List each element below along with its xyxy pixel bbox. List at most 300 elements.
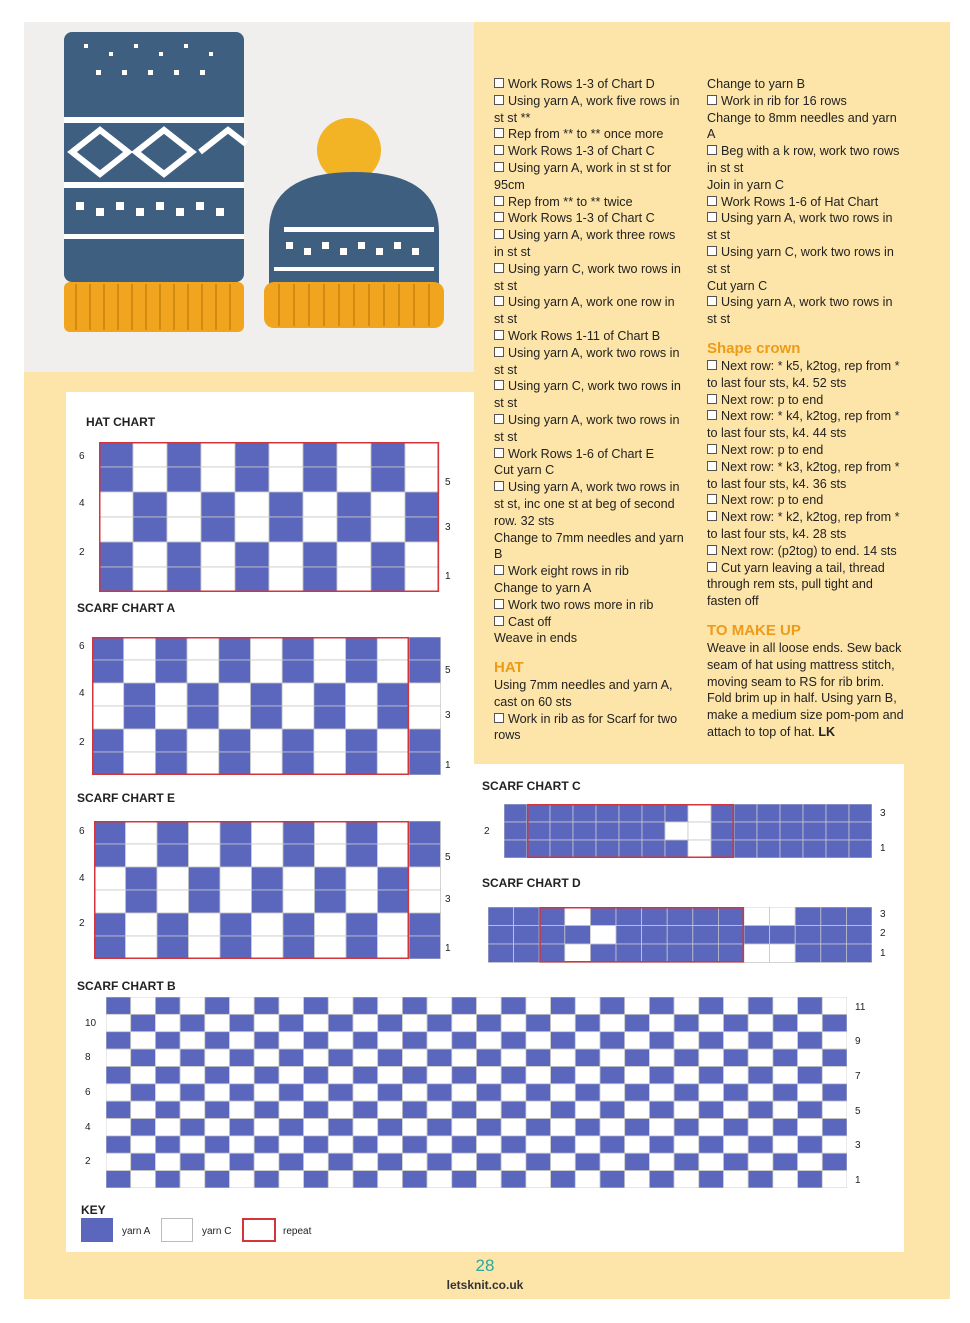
stitch-cell (642, 804, 665, 822)
checklist-item (707, 392, 905, 409)
stitch-cell (600, 1171, 625, 1188)
stitch-cell (699, 1014, 724, 1031)
stitch-cell (625, 1153, 650, 1170)
stitch-cell (724, 1066, 749, 1083)
stitch-cell (649, 1049, 674, 1066)
checklist-item (707, 358, 905, 392)
stitch-cell (106, 1171, 131, 1188)
stitch-cell (106, 1101, 131, 1118)
stitch-cell (551, 1136, 576, 1153)
checkbox-icon[interactable] (707, 494, 717, 504)
stitch-cell (822, 1153, 847, 1170)
stitch-cell (371, 542, 405, 567)
stitch-cell (798, 1014, 823, 1031)
stitch-cell (346, 890, 378, 913)
stitch-cell (254, 997, 279, 1014)
stitch-cell (780, 840, 803, 858)
stitch-cell (405, 542, 439, 567)
stitch-cell (699, 1032, 724, 1049)
stitch-cell (744, 926, 770, 945)
stitch-cell (427, 1101, 452, 1118)
stitch-cell (230, 1032, 255, 1049)
stitch-cell (180, 1119, 205, 1136)
stitch-cell (501, 1032, 526, 1049)
stitch-cell (600, 1014, 625, 1031)
stitch-cell (94, 867, 126, 890)
stitch-cell (92, 660, 124, 683)
stitch-cell (230, 1119, 255, 1136)
checkbox-icon[interactable] (707, 296, 717, 306)
stitch-cell (724, 1136, 749, 1153)
stitch-cell (106, 1136, 131, 1153)
stitch-cell (328, 1084, 353, 1101)
stitch-cell (575, 1032, 600, 1049)
stitch-cell (798, 1136, 823, 1153)
row-number: 1 (445, 943, 451, 954)
stitch-cell (822, 997, 847, 1014)
stitch-cell (488, 944, 514, 963)
stitch-cell (402, 1101, 427, 1118)
stitch-cell (251, 637, 283, 660)
stitch-cell (254, 1119, 279, 1136)
stitch-cell (501, 1119, 526, 1136)
stitch-cell (674, 1171, 699, 1188)
stitch-cell (551, 1049, 576, 1066)
stitch-cell (167, 517, 201, 542)
stitch-cell (303, 492, 337, 517)
stitch-cell (378, 1153, 403, 1170)
stitch-cell (106, 1049, 131, 1066)
checklist-item (494, 294, 686, 328)
checklist-item (494, 412, 686, 446)
checkbox-icon[interactable] (707, 562, 717, 572)
stitch-cell (230, 997, 255, 1014)
stitch-cell (724, 1014, 749, 1031)
checklist-item (494, 479, 686, 529)
stitch-cell (600, 1066, 625, 1083)
stitch-cell (155, 1049, 180, 1066)
stitch-cell (596, 822, 619, 840)
checklist-item (494, 93, 686, 127)
stitch-cell (92, 683, 124, 706)
stitch-cell (590, 926, 616, 945)
stitch-cell (526, 1119, 551, 1136)
row-number: 3 (445, 710, 451, 721)
checkbox-icon[interactable] (494, 145, 504, 155)
scarf-chart-c (504, 804, 872, 858)
row-number: 1 (880, 843, 886, 854)
stitch-cell (477, 1119, 502, 1136)
row-number: 2 (79, 547, 85, 558)
stitch-cell (501, 1101, 526, 1118)
checklist-item (707, 408, 905, 442)
stitch-cell (625, 1032, 650, 1049)
checkbox-icon[interactable] (494, 565, 504, 575)
checkbox-icon[interactable] (494, 347, 504, 357)
stitch-cell (526, 1032, 551, 1049)
stitch-cell (315, 890, 347, 913)
stitch-cell (551, 1153, 576, 1170)
stitch-cell (230, 1084, 255, 1101)
instruction-text: Using yarn A, work in st st for 95cm (494, 160, 672, 192)
stitch-cell (527, 822, 550, 840)
instruction-line (494, 530, 686, 564)
stitch-cell (798, 1084, 823, 1101)
stitch-cell (346, 867, 378, 890)
stitch-cell (600, 1084, 625, 1101)
stitch-cell (846, 926, 872, 945)
stitch-cell (527, 840, 550, 858)
checkbox-icon[interactable] (494, 128, 504, 138)
checklist-item (494, 614, 686, 631)
checkbox-icon[interactable] (707, 444, 717, 454)
stitch-cell (757, 840, 780, 858)
stitch-cell (551, 1066, 576, 1083)
stitch-cell (155, 637, 187, 660)
stitch-cell (501, 1049, 526, 1066)
stitch-cell (452, 1153, 477, 1170)
stitch-cell (674, 1153, 699, 1170)
stitch-cell (328, 1119, 353, 1136)
row-number: 1 (445, 760, 451, 771)
stitch-cell (283, 821, 315, 844)
stitch-cell (106, 1084, 131, 1101)
stitch-cell (303, 567, 337, 592)
stitch-cell (283, 936, 315, 959)
stitch-cell (282, 752, 314, 775)
stitch-cell (92, 729, 124, 752)
stitch-cell (575, 1049, 600, 1066)
stitch-cell (575, 997, 600, 1014)
page-number: 28 (475, 1256, 495, 1275)
stitch-cell (230, 1014, 255, 1031)
stitch-cell (550, 804, 573, 822)
stitch-cell (282, 660, 314, 683)
checkbox-icon[interactable] (494, 263, 504, 273)
stitch-cell (378, 1032, 403, 1049)
stitch-cell (744, 944, 770, 963)
stitch-cell (402, 1066, 427, 1083)
stitch-cell (526, 1101, 551, 1118)
stitch-cell (201, 442, 235, 467)
checkbox-icon[interactable] (494, 95, 504, 105)
stitch-cell (378, 1101, 403, 1118)
stitch-cell (353, 1032, 378, 1049)
instructions-column-1 (494, 76, 686, 744)
instruction-text: Work two rows more in rib (508, 597, 654, 612)
stitch-cell (189, 936, 221, 959)
stitch-cell (205, 997, 230, 1014)
row-number: 2 (880, 928, 886, 939)
site-url: letsknit.co.uk (446, 1278, 524, 1292)
stitch-cell (477, 1066, 502, 1083)
stitch-cell (346, 660, 378, 683)
stitch-cell (99, 442, 133, 467)
stitch-cell (514, 907, 540, 926)
stitch-cell (551, 1119, 576, 1136)
instruction-text: Next row: p to end (721, 392, 824, 407)
checkbox-icon[interactable] (494, 330, 504, 340)
stitch-cell (699, 1066, 724, 1083)
stitch-cell (724, 1084, 749, 1101)
checkbox-icon[interactable] (707, 511, 717, 521)
checkbox-icon[interactable] (494, 481, 504, 491)
stitch-cell (822, 1032, 847, 1049)
stitch-cell (251, 706, 283, 729)
stitch-cell (402, 1136, 427, 1153)
checklist-item (494, 160, 686, 194)
stitch-cell (252, 890, 284, 913)
scarf-chart-d-title: SCARF CHART D (482, 876, 581, 890)
stitch-cell (315, 936, 347, 959)
stitch-cell (92, 637, 124, 660)
stitch-cell (346, 637, 378, 660)
stitch-cell (551, 1014, 576, 1031)
hat-chart (99, 442, 440, 592)
stitch-cell (378, 1084, 403, 1101)
stitch-cell (551, 1032, 576, 1049)
checkbox-icon[interactable] (494, 78, 504, 88)
stitch-cell (279, 1049, 304, 1066)
row-number: 10 (85, 1018, 97, 1029)
row-number: 9 (855, 1036, 861, 1047)
stitch-cell (377, 706, 409, 729)
stitch-cell (230, 1101, 255, 1118)
stitch-cell (220, 913, 252, 936)
stitch-cell (219, 637, 251, 660)
checkbox-icon[interactable] (494, 212, 504, 222)
stitch-cell (124, 683, 156, 706)
checklist-item (707, 210, 905, 244)
checkbox-icon[interactable] (494, 162, 504, 172)
checkbox-icon[interactable] (707, 545, 717, 555)
stitch-cell (409, 683, 441, 706)
stitch-cell (625, 1084, 650, 1101)
stitch-cell (427, 1136, 452, 1153)
stitch-cell (94, 913, 126, 936)
stitch-cell (378, 1136, 403, 1153)
stitch-cell (625, 997, 650, 1014)
checklist-item (494, 378, 686, 412)
stitch-cell (551, 1084, 576, 1101)
checkbox-icon[interactable] (707, 360, 717, 370)
stitch-cell (124, 706, 156, 729)
stitch-cell (590, 944, 616, 963)
stitch-cell (590, 907, 616, 926)
stitch-cell (201, 517, 235, 542)
stitch-cell (251, 683, 283, 706)
checkbox-icon[interactable] (494, 616, 504, 626)
stitch-cell (353, 1049, 378, 1066)
checkbox-icon[interactable] (707, 410, 717, 420)
stitch-cell (757, 822, 780, 840)
stitch-cell (230, 1171, 255, 1188)
checkbox-icon[interactable] (494, 380, 504, 390)
row-number: 2 (79, 737, 85, 748)
stitch-cell (279, 1066, 304, 1083)
stitch-cell (201, 542, 235, 567)
stitch-cell (279, 1032, 304, 1049)
checkbox-icon[interactable] (494, 599, 504, 609)
stitch-cell (133, 542, 167, 567)
stitch-cell (304, 1101, 329, 1118)
stitch-cell (304, 1119, 329, 1136)
stitch-cell (205, 1032, 230, 1049)
instruction-text: Cut yarn leaving a tail, thread through rem sts, pull tight and fasten off (707, 560, 885, 609)
stitch-cell (798, 1153, 823, 1170)
stitch-cell (826, 822, 849, 840)
stitch-cell (220, 936, 252, 959)
checklist-item (494, 328, 686, 345)
scarf-chart-c-title: SCARF CHART C (482, 779, 581, 793)
stitch-cell (205, 1066, 230, 1083)
stitch-cell (649, 1084, 674, 1101)
stitch-cell (94, 936, 126, 959)
stitch-cell (180, 1084, 205, 1101)
checklist-item (707, 543, 905, 560)
stitch-cell (371, 492, 405, 517)
stitch-cell (106, 1119, 131, 1136)
stitch-cell (452, 997, 477, 1014)
checklist-item (494, 143, 686, 160)
instruction-text: Next row: p to end (721, 493, 824, 508)
stitch-cell (674, 1066, 699, 1083)
instruction-text: Work Rows 1-3 of Chart D (508, 77, 655, 91)
stitch-cell (674, 1084, 699, 1101)
stitch-cell (269, 442, 303, 467)
stitch-cell (378, 821, 410, 844)
stitch-cell (550, 822, 573, 840)
stitch-cell (821, 926, 847, 945)
stitch-cell (254, 1014, 279, 1031)
checklist-item (494, 227, 686, 261)
checklist-item (707, 143, 905, 177)
stitch-cell (235, 442, 269, 467)
stitch-cell (133, 492, 167, 517)
instruction-line (494, 630, 686, 647)
stitch-cell (596, 840, 619, 858)
stitch-cell (711, 804, 734, 822)
stitch-cell (269, 567, 303, 592)
checkbox-icon[interactable] (494, 448, 504, 458)
checkbox-icon[interactable] (707, 394, 717, 404)
stitch-cell (409, 660, 441, 683)
stitch-cell (304, 1084, 329, 1101)
stitch-cell (167, 467, 201, 492)
checklist-item (707, 492, 905, 509)
stitch-cell (304, 1014, 329, 1031)
stitch-cell (773, 1066, 798, 1083)
stitch-cell (699, 1049, 724, 1066)
stitch-cell (133, 467, 167, 492)
stitch-cell (269, 492, 303, 517)
stitch-cell (539, 944, 565, 963)
stitch-cell (748, 1084, 773, 1101)
checkbox-icon[interactable] (707, 212, 717, 222)
stitch-cell (189, 867, 221, 890)
stitch-cell (353, 1014, 378, 1031)
checkbox-icon[interactable] (494, 713, 504, 723)
author-initials: LK (814, 724, 836, 739)
instruction-text: Change to yarn B (707, 77, 806, 91)
stitch-cell (488, 907, 514, 926)
checklist-item (494, 711, 686, 745)
stitch-cell (205, 1119, 230, 1136)
stitch-cell (180, 1032, 205, 1049)
stitch-cell (405, 567, 439, 592)
stitch-cell (155, 1136, 180, 1153)
checkbox-icon[interactable] (707, 145, 717, 155)
stitch-cell (230, 1066, 255, 1083)
stitch-cell (514, 926, 540, 945)
stitch-cell (201, 567, 235, 592)
stitch-cell (773, 1101, 798, 1118)
stitch-cell (409, 890, 441, 913)
stitch-cell (649, 1014, 674, 1031)
stitch-cell (514, 944, 540, 963)
instruction-text: Work in rib as for Scarf for two rows (494, 711, 678, 743)
instruction-text: Using 7mm needles and yarn A, cast on 60 sts (494, 678, 673, 709)
checkbox-icon[interactable] (494, 296, 504, 306)
stitch-cell (649, 1119, 674, 1136)
instruction-text: Work in rib for 16 rows (721, 93, 847, 108)
instruction-text: Rep from ** to ** once more (508, 127, 664, 142)
instruction-line (707, 76, 905, 93)
stitch-cell (526, 1049, 551, 1066)
checklist-item (494, 563, 686, 580)
stitch-cell (337, 442, 371, 467)
checkbox-icon[interactable] (707, 95, 717, 105)
checkbox-icon[interactable] (494, 196, 504, 206)
checkbox-icon[interactable] (494, 229, 504, 239)
stitch-cell (565, 926, 591, 945)
row-number: 3 (880, 808, 886, 819)
stitch-cell (235, 517, 269, 542)
checkbox-icon[interactable] (494, 414, 504, 424)
stitch-cell (822, 1101, 847, 1118)
stitch-cell (283, 913, 315, 936)
checkbox-icon[interactable] (707, 196, 717, 206)
stitch-cell (353, 997, 378, 1014)
stitch-cell (427, 1066, 452, 1083)
stitch-cell (303, 517, 337, 542)
stitch-cell (230, 1136, 255, 1153)
stitch-cell (279, 1153, 304, 1170)
checklist-item (494, 76, 686, 93)
checklist-item (494, 597, 686, 614)
stitch-cell (282, 729, 314, 752)
stitch-cell (402, 1084, 427, 1101)
checkbox-icon[interactable] (707, 246, 717, 256)
checkbox-icon[interactable] (707, 461, 717, 471)
stitch-cell (254, 1084, 279, 1101)
row-number: 11 (855, 1002, 866, 1013)
stitch-cell (155, 1171, 180, 1188)
checklist-item (707, 93, 905, 110)
stitch-cell (667, 926, 693, 945)
stitch-cell (718, 907, 744, 926)
stitch-cell (405, 467, 439, 492)
checklist-item (707, 442, 905, 459)
stitch-cell (452, 1066, 477, 1083)
stitch-cell (328, 1171, 353, 1188)
key-swatch-yarn-c (161, 1218, 193, 1242)
stitch-cell (205, 1014, 230, 1031)
stitch-cell (189, 890, 221, 913)
stitch-cell (674, 1101, 699, 1118)
stitch-cell (642, 822, 665, 840)
stitch-cell (477, 1084, 502, 1101)
